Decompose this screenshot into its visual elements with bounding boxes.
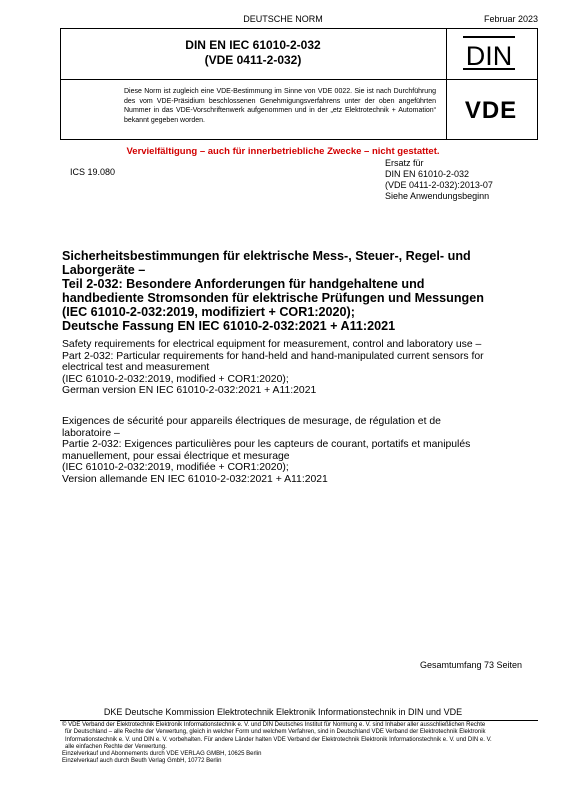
title-en-line: (IEC 61010-2-032:2019, modified + COR1:2020); [62,373,289,385]
title-fr-line: Exigences de sécurité pour appareils électriques de mesurage, de régulation et de [62,416,441,427]
title-fr-line: manuellement, pour essai électrique et mesurage [62,450,290,462]
title-de-line: handbediente Stromsonden für elektrische Prüfungen und Messungen [62,291,484,305]
title-de-line: Sicherheitsbestimmungen für elektrische Mess-, Steuer-, Regel- und [62,249,471,263]
title-de-line: Teil 2-032: Besondere Anforderungen für handgehaltene und [62,277,425,291]
standard-number-block [60,38,446,68]
title-fr-line: (IEC 61010-2-032:2019, modifiée + COR1:2020); [62,462,289,473]
title-frame-column-line [446,28,447,140]
sales-line: Einzelverkauf auch durch Beuth Verlag GmbH, 10772 Berlin [62,758,222,765]
title-fr-line: Version allemande EN IEC 61010-2-032:2021 + A11:2021 [62,473,328,485]
footer [62,722,540,766]
title-en-line: Part 2-032: Particular requirements for hand-held and hand-manipulated current sensors for [62,350,484,362]
title-german [62,249,510,333]
title-en-line: German version EN IEC 61010-2-032:2021 + A11:2021 [62,385,317,396]
copyright-line: Informationstechnik e. V. und DIN e. V. vorbehalten. Für andere Länder halten VDE Verband der Elektrotechnik Elektronik Informationstechnik e. V. und DIN e. V. [65,736,492,743]
title-fr-line: Partie 2-032: Exigences particulières pour les capteurs de courant, portatifs et manipulés [62,439,471,450]
vde-notice: Diese Norm ist zugleich eine VDE-Bestimmung im Sinne von VDE 0022. Sie ist nach Durchführung des vom VDE-Präsidium beschlossenen Genehmigungsverfahrens unter der oben angeführten Nummer in das VDE-Vorschriftenwerk aufgenommen und in der „etz Elektrotechnik + Automation“ bekannt gegeben worden. [124,88,436,124]
sales-line: Einzelverkauf und Abonnements durch VDE VERLAG GMBH, 10625 Berlin [62,751,262,758]
replaced-standard: DIN EN 61010-2-032 [385,169,470,179]
title-de-line: Laborgeräte – [62,263,146,277]
title-en-line: Safety requirements for electrical equipment for measurement, control and laboratory use – [62,339,482,350]
replaces-label: Ersatz für [385,158,424,168]
title-french [62,416,522,485]
din-logo-text: DIN [465,41,513,70]
application-note: Siehe Anwendungsbeginn [385,191,490,201]
title-english [62,339,522,397]
copyright-line: für Deutschland – alle Rechte der Verwertung, gleich in welcher Form und welchem Verfahren, sind in Deutschland VDE Verband der Elektrotechnik Elektronik [65,729,486,736]
title-de-line: Deutsche Fassung EN IEC 61010-2-032:2021 + A11:2021 [62,319,396,333]
copy-warning: Vervielfältigung – auch für innerbetriebliche Zwecke – nicht gestattet. [126,146,440,157]
replaces-block [385,158,493,202]
title-de-line: (IEC 61010-2-032:2019, modifiziert + COR1:2020); [62,305,355,319]
copyright-line: alle einfachen Rechte der Verwertung. [65,743,167,750]
footer-divider [60,720,538,721]
title-fr-line: laboratoire – [62,427,120,439]
copyright-line: © VDE Verband der Elektrotechnik Elektronik Informationstechnik e. V. und DIN Deutsches Institut für Normung e. V. sind Inhaber aller ausschließlichen Rechte [62,722,486,728]
vde-logo-text: VDE [464,97,518,122]
standard-number: DIN EN IEC 61010-2-032 [185,38,321,52]
vde-logo [455,96,527,122]
title-en-line: electrical test and measurement [62,362,210,373]
total-pages: Gesamtumfang 73 Seiten [419,660,522,670]
replaced-vde-number: (VDE 0411-2-032):2013-07 [385,180,493,190]
ics-code: ICS 19.080 [70,167,116,177]
vde-number: (VDE 0411-2-032) [204,53,302,67]
norm-label: DEUTSCHE NORM [243,14,323,24]
dke-line: DKE Deutsche Kommission Elektrotechnik Elektronik Informationstechnik in DIN und VDE [103,707,463,717]
publication-date: Februar 2023 [483,14,538,24]
din-logo [463,36,515,70]
